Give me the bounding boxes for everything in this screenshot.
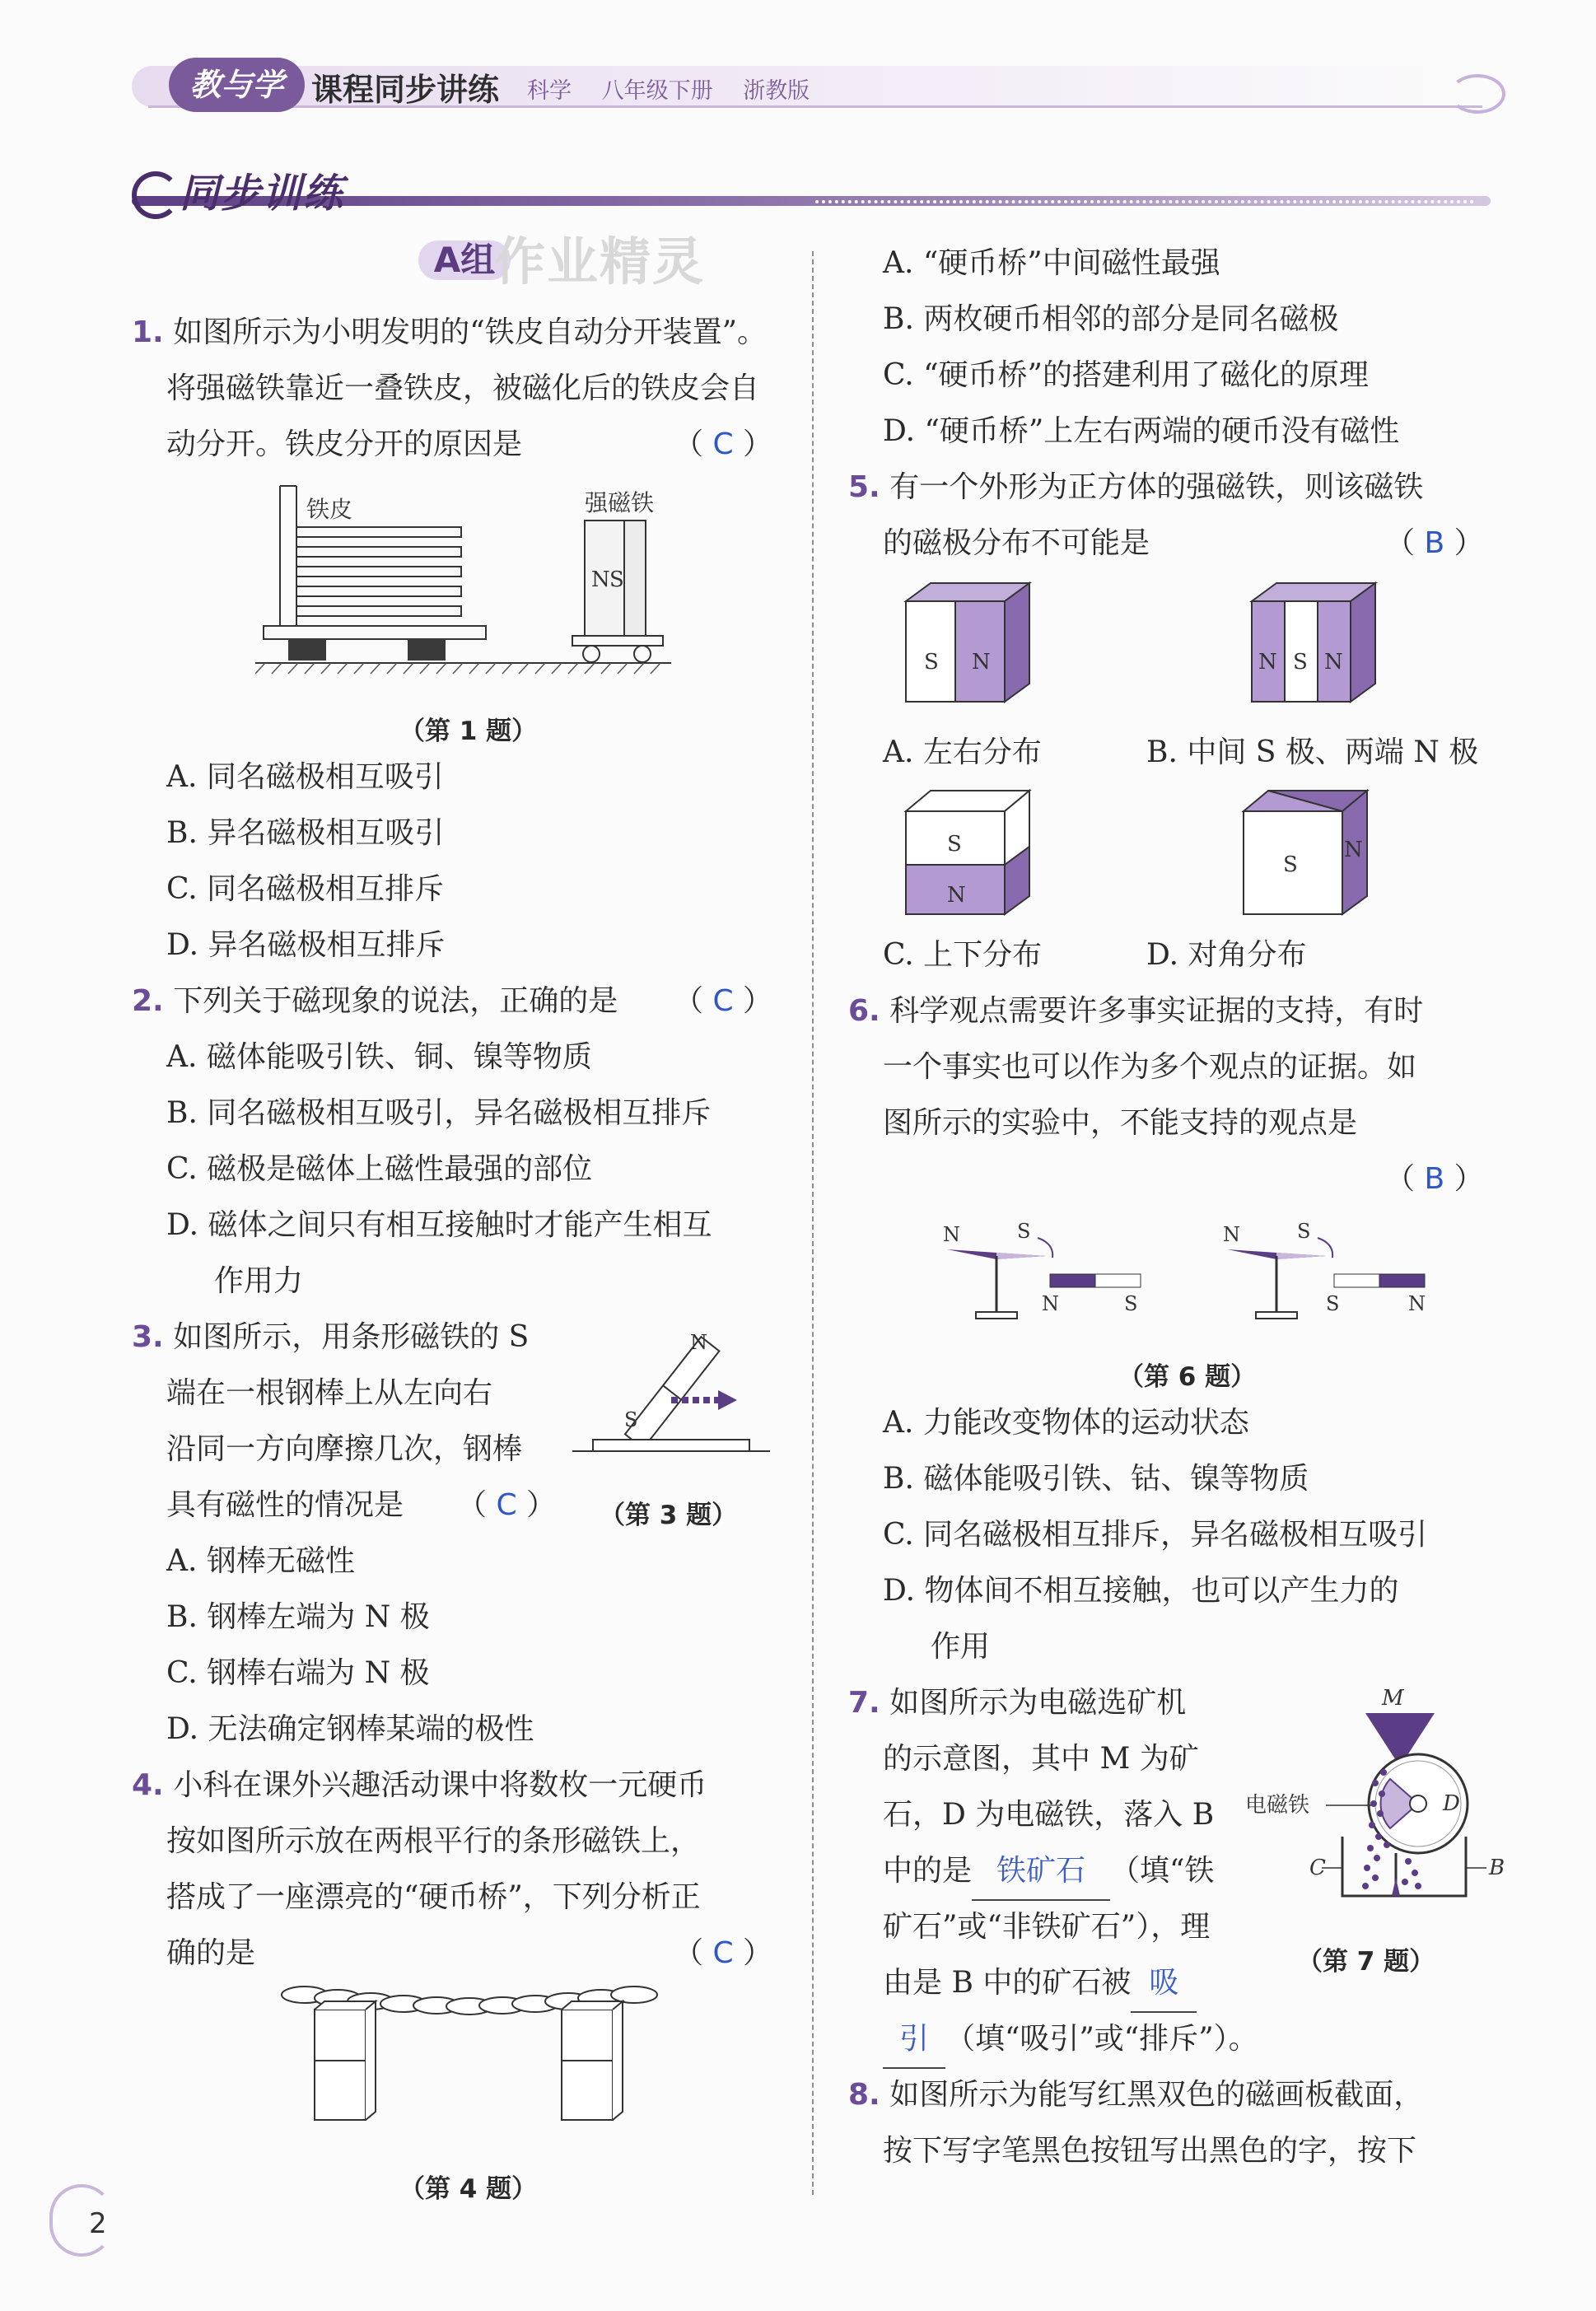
- section-dots: [815, 200, 1474, 207]
- q6-option-d: D. 物体间不相互接触，也可以产生力的: [883, 1574, 1399, 1608]
- magnet-right-n: N: [1408, 1292, 1426, 1315]
- bar-magnet-s: S: [624, 1408, 638, 1431]
- q4-line-2: 按如图所示放在两根平行的条形磁铁上，: [166, 1824, 701, 1858]
- q6-line-3: 图所示的实验中，不能支持的观点是: [883, 1106, 1358, 1140]
- q5-figure-row-2: [898, 782, 1392, 922]
- q7-figure: [1244, 1680, 1507, 1919]
- q6-line-1: 6. 科学观点需要许多事实证据的支持，有时: [848, 994, 1424, 1028]
- q3-answer: （ C ）: [457, 1488, 557, 1522]
- q5-option-d: D. 对角分布: [1146, 938, 1307, 972]
- magnet-left-s: S: [1124, 1292, 1138, 1315]
- bar-magnet-n: N: [690, 1331, 707, 1354]
- q8-line-1: 8. 如图所示为能写红黑双色的磁画板截面，: [848, 2078, 1424, 2112]
- q2-option-d: D. 磁体之间只有相互接触时才能产生相互: [166, 1208, 712, 1242]
- q7-blank-1: 铁矿石: [972, 1843, 1110, 1901]
- column-divider: [812, 251, 814, 2195]
- q6-line-2: 一个事实也可以作为多个观点的证据。如: [883, 1050, 1417, 1084]
- label-d: D: [1443, 1791, 1460, 1816]
- q7-line-2: 的示意图，其中 M 为矿: [883, 1742, 1199, 1776]
- label-m: M: [1382, 1686, 1404, 1711]
- steel-rod: [593, 1440, 749, 1451]
- iron-sheet-stack: [264, 486, 486, 639]
- q4-option-b: B. 两枚硬币相邻的部分是同名磁极: [883, 302, 1339, 336]
- cube-c-n: N: [947, 883, 966, 908]
- book-subtitle: [527, 72, 810, 105]
- right-needle-s: S: [1297, 1220, 1311, 1243]
- section-title: 同步训练: [180, 170, 345, 217]
- q1-line-3: 动分开。铁皮分开的原因是: [166, 427, 523, 461]
- q3-line-3: 沿同一方向摩擦几次，钢棒: [166, 1432, 523, 1466]
- q4-answer: （ C ）: [674, 1936, 773, 1970]
- compass-stand-right: [1227, 1249, 1326, 1319]
- q1-answer: （ C ）: [674, 427, 773, 461]
- label-c: C: [1309, 1856, 1326, 1880]
- magnet-cart: [572, 636, 663, 646]
- q5-option-a: A. 左右分布: [883, 735, 1042, 769]
- q3-option-a: A. 钢棒无磁性: [166, 1544, 355, 1578]
- q3-line-2: 端在一根钢棒上从左向右: [166, 1376, 493, 1410]
- section-swoosh-icon: [132, 171, 180, 219]
- q1-line-2: 将强磁铁靠近一叠铁皮，被磁化后的铁皮会自: [166, 371, 760, 405]
- q3-figure: [568, 1318, 774, 1466]
- q5-option-b: B. 中间 S 极、两端 N 极: [1146, 735, 1479, 769]
- q3-line-1: 3. 如图所示，用条形磁铁的 S: [132, 1320, 530, 1354]
- q1-option-b: B. 异名磁极相互吸引: [166, 816, 445, 850]
- cube-a-s: S: [924, 650, 939, 675]
- q8-line-2: 按下写字笔黑色按钮写出黑色的字，按下: [883, 2134, 1417, 2168]
- q7-line-6: 由是 B 中的矿石被 吸: [883, 1955, 1197, 2013]
- q3-option-d: D. 无法确定钢棒某端的极性: [166, 1712, 534, 1746]
- cube-b-n-right: N: [1324, 650, 1343, 675]
- watermark: 作业精灵: [494, 231, 706, 292]
- book-title: 课程同步讲练: [311, 72, 500, 108]
- label-strong-magnet: 强磁铁: [585, 489, 655, 516]
- page-number: 2: [89, 2207, 107, 2240]
- q7-line-7: 引 （填“吸引”或“排斥”）。: [883, 2011, 1258, 2069]
- cube-c: [906, 791, 1029, 914]
- q3-caption: （第 3 题）: [600, 1501, 738, 1530]
- magnet-pole-n: N: [591, 567, 610, 592]
- cart-wheel-left: [288, 639, 326, 661]
- label-b: B: [1489, 1856, 1505, 1880]
- q7-line-4: 中的是 铁矿石 （填“铁: [883, 1843, 1214, 1901]
- swirl-ornament-icon: [1449, 74, 1505, 114]
- q2-stem: 2. 下列关于磁现象的说法，正确的是: [132, 984, 618, 1018]
- q4-line-4: 确的是: [166, 1936, 256, 1970]
- q6-option-d-cont: 作用: [931, 1630, 991, 1664]
- q1-option-c: C. 同名磁极相互排斥: [166, 872, 445, 906]
- q5-line-1: 5. 有一个外形为正方体的强磁铁，则该磁铁: [848, 470, 1424, 504]
- magnet-pole-s: S: [609, 567, 624, 592]
- q6-figure: [939, 1215, 1449, 1330]
- q6-caption: （第 6 题）: [1118, 1362, 1257, 1392]
- q6-option-b: B. 磁体能吸引铁、钴、镍等物质: [883, 1462, 1309, 1496]
- drum-axle: [1410, 1795, 1426, 1812]
- q4-figure: [272, 1977, 667, 2133]
- q7-caption: （第 7 题）: [1297, 1947, 1435, 1977]
- magnet-right-s: S: [1326, 1292, 1340, 1315]
- cart-wheel-right: [408, 639, 446, 661]
- q7-line-5: 矿石”或“非铁矿石”），理: [883, 1910, 1211, 1944]
- cube-b-n-left: N: [1258, 650, 1277, 675]
- q5-option-c: C. 上下分布: [883, 938, 1043, 972]
- q5-figure-row-1: [898, 577, 1392, 717]
- q7-blank-2b: 引: [883, 2011, 945, 2069]
- magnet-left: [1050, 1274, 1141, 1287]
- q1-number: 1.: [132, 315, 164, 349]
- q4-line-1: 4. 小科在课外兴趣活动课中将数枚一元硬币: [132, 1768, 707, 1802]
- rotation-arrow-icon: [1038, 1238, 1052, 1258]
- cube-c-s: S: [947, 832, 962, 857]
- label-iron-sheet: 铁皮: [306, 496, 353, 523]
- q6-answer: （ B ）: [1385, 1162, 1484, 1196]
- magnet-cart-wheel-left: [583, 646, 600, 662]
- q1-option-d: D. 异名磁极相互排斥: [166, 928, 446, 962]
- q2-option-a: A. 磁体能吸引铁、铜、镍等物质: [166, 1040, 592, 1074]
- q4-option-d: D. “硬币桥”上左右两端的硬币没有磁性: [883, 414, 1400, 448]
- magnet-cart-wheel-right: [634, 646, 651, 662]
- left-needle-n: N: [943, 1223, 960, 1246]
- cube-d-s: S: [1283, 852, 1298, 877]
- q2-option-d-cont: 作用力: [214, 1264, 304, 1298]
- magnet-right: [1334, 1274, 1425, 1287]
- compass-stand-left: [947, 1249, 1046, 1319]
- group-label: A组: [418, 240, 511, 280]
- cube-a-n: N: [972, 650, 991, 675]
- q2-answer: （ C ）: [674, 984, 773, 1018]
- ore-pile: [1392, 1878, 1400, 1896]
- q1-line-1: 1. 如图所示为小明发明的“铁皮自动分开装置”。: [132, 315, 767, 349]
- grade-label: 八年级下册: [601, 78, 713, 104]
- arrow-head-icon: [718, 1390, 737, 1410]
- q1-caption: （第 1 题）: [399, 717, 538, 746]
- q4-line-3: 搭成了一座漂亮的“硬币桥”，下列分析正: [166, 1880, 701, 1914]
- q7-line-3: 石，D 为电磁铁，落入 B: [883, 1798, 1215, 1832]
- cube-b: [1252, 583, 1375, 702]
- q3-line-4: 具有磁性的情况是: [166, 1488, 404, 1522]
- q4-caption: （第 4 题）: [399, 2174, 538, 2204]
- q6-option-a: A. 力能改变物体的运动状态: [883, 1406, 1249, 1440]
- q2-option-b: B. 同名磁极相互吸引，异名磁极相互排斥: [166, 1096, 712, 1130]
- q5-answer: （ B ）: [1385, 526, 1484, 560]
- q1-figure: [255, 478, 684, 684]
- cube-a: [906, 583, 1029, 702]
- bar-magnet-right: [562, 2001, 623, 2120]
- ground-hatch: [255, 663, 660, 674]
- edition-label: 浙教版: [743, 78, 810, 104]
- subject-label: 科学: [527, 78, 572, 104]
- q1-option-a: A. 同名磁极相互吸引: [166, 760, 444, 794]
- q3-option-b: B. 钢棒左端为 N 极: [166, 1600, 430, 1634]
- q3-option-c: C. 钢棒右端为 N 极: [166, 1656, 430, 1690]
- cube-b-s: S: [1293, 650, 1308, 675]
- q2-option-c: C. 磁极是磁体上磁性最强的部位: [166, 1152, 593, 1186]
- q5-line-2: 的磁极分布不可能是: [883, 526, 1150, 560]
- q6-option-c: C. 同名磁极相互排斥，异名磁极相互吸引: [883, 1518, 1428, 1552]
- left-needle-s: S: [1017, 1220, 1031, 1243]
- q7-line-1: 7. 如图所示为电磁选矿机: [848, 1686, 1187, 1720]
- bar-magnet-left: [315, 2001, 376, 2120]
- q4-option-a: A. “硬币桥”中间磁性最强: [883, 246, 1220, 280]
- magnet-left-n: N: [1042, 1292, 1059, 1315]
- q4-option-c: C. “硬币桥”的搭建利用了磁化的原理: [883, 358, 1369, 392]
- cube-d-n: N: [1344, 838, 1363, 862]
- series-logo: 教与学: [169, 58, 305, 112]
- rotation-arrow-icon-2: [1318, 1238, 1332, 1258]
- right-needle-n: N: [1223, 1223, 1240, 1246]
- q7-blank-2a: 吸: [1131, 1955, 1197, 2013]
- label-electromagnet: 电磁铁: [1245, 1793, 1310, 1818]
